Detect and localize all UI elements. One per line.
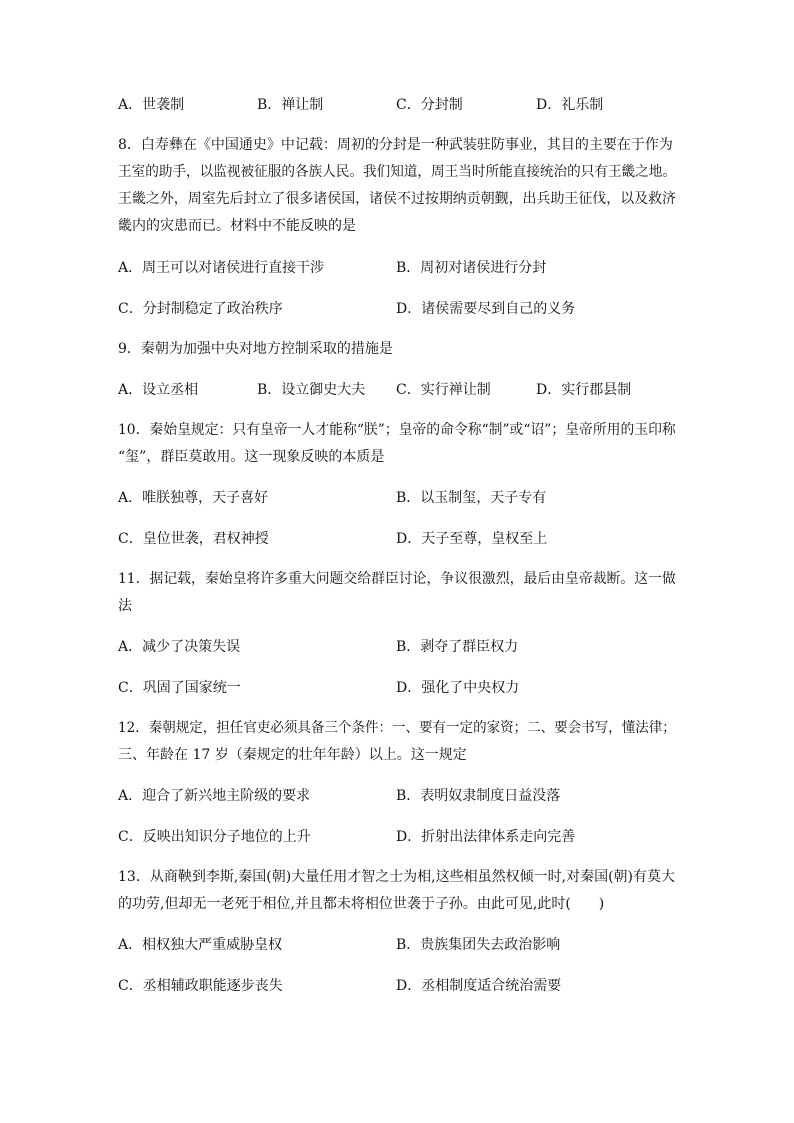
stem-line: 10．秦始皇规定：只有皇帝一人才能称“朕”；皇帝的命令称“制”或“诏”；皇帝所用的玉印称 (118, 422, 676, 438)
question-stem (118, 132, 676, 240)
option-b[interactable]: B．设立御史大夫 (257, 382, 366, 398)
option-b[interactable]: B．以玉制玺，天子专有 (396, 490, 547, 506)
question-stem (118, 336, 676, 363)
option-b[interactable]: B．剥夺了群臣权力 (396, 639, 519, 655)
option-a[interactable]: A．相权独大严重威胁皇权 (118, 937, 283, 953)
option-b[interactable]: B．表明奴隶制度日益没落 (396, 788, 561, 804)
stem-line: 的功劳,但却无一老死于相位,并且都未将相位世袭于子孙。由此可见,此时( ) (118, 896, 605, 912)
option-a[interactable]: A．减少了决策失误 (118, 639, 241, 655)
stem-line: 9．秦朝为加强中央对地方控制采取的措施是 (118, 341, 393, 357)
option-d[interactable]: D．礼乐制 (536, 97, 604, 113)
stem-line: 三、年龄在 17 岁（秦规定的壮年年龄）以上。这一规定 (118, 747, 467, 763)
stem-line: 法 (118, 598, 132, 614)
option-a[interactable]: A．世袭制 (118, 97, 185, 113)
option-c[interactable]: C．分封制稳定了政治秩序 (118, 301, 283, 317)
option-c[interactable]: C．皇位世袭，君权神授 (118, 531, 269, 547)
option-c[interactable]: C．丞相辅政职能逐步丧失 (118, 978, 283, 994)
option-d[interactable]: D．折射出法律体系走向完善 (396, 829, 576, 845)
question-stem (118, 417, 676, 471)
option-a[interactable]: A．设立丞相 (118, 382, 199, 398)
option-c[interactable]: C．巩固了国家统一 (118, 680, 241, 696)
stem-line: 12．秦朝规定，担任官吏必须具备三个条件：一、要有一定的家资；二、要会书写，懂法律； (118, 720, 676, 736)
option-d[interactable]: D．实行郡县制 (536, 382, 632, 398)
stem-line: 王畿之外，周室先后封立了很多诸侯国，诸侯不过按期纳贡朝觐，出兵助王征伐，以及救济 (118, 191, 676, 207)
option-b[interactable]: B．贵族集团失去政治影响 (396, 937, 561, 953)
option-d[interactable]: D．丞相制度适合统治需要 (396, 978, 562, 994)
stem-line: 畿内的灾患而已。材料中不能反映的是 (118, 218, 356, 234)
stem-line: “玺”，群臣莫敢用。这一现象反映的本质是 (118, 449, 385, 465)
option-b[interactable]: B．禅让制 (257, 97, 324, 113)
option-b[interactable]: B．周初对诸侯进行分封 (396, 260, 547, 276)
question-stem (118, 566, 676, 620)
option-a[interactable]: A．迎合了新兴地主阶级的要求 (118, 788, 311, 804)
option-a[interactable]: A．唯朕独尊，天子喜好 (118, 490, 269, 506)
option-a[interactable]: A．周王可以对诸侯进行直接干涉 (118, 260, 325, 276)
stem-line: 13．从商鞅到李斯,秦国(朝)大量任用才智之士为相,这些相虽然权倾一时,对秦国(朝)有莫大 (118, 869, 676, 885)
stem-line: 王室的助手，以监视被征服的各族人民。我们知道，周王当时所能直接统治的只有王畿之地。 (118, 164, 676, 180)
option-d[interactable]: D．天子至尊，皇权至上 (396, 531, 548, 547)
stem-line: 11．据记载，秦始皇将许多重大问题交给群臣讨论，争议很激烈，最后由皇帝裁断。这一做 (118, 571, 676, 587)
stem-line: 8．白寿彝在《中国通史》中记载：周初的分封是一种武装驻防事业，其目的主要在于作为 (118, 137, 673, 153)
option-d[interactable]: D．诸侯需要尽到自己的义务 (396, 301, 576, 317)
option-c[interactable]: C．分封制 (396, 97, 463, 113)
option-d[interactable]: D．强化了中央权力 (396, 680, 520, 696)
option-c[interactable]: C．实行禅让制 (396, 382, 491, 398)
question-stem (118, 864, 676, 918)
question-stem (118, 715, 676, 769)
option-c[interactable]: C．反映出知识分子地位的上升 (118, 829, 311, 845)
